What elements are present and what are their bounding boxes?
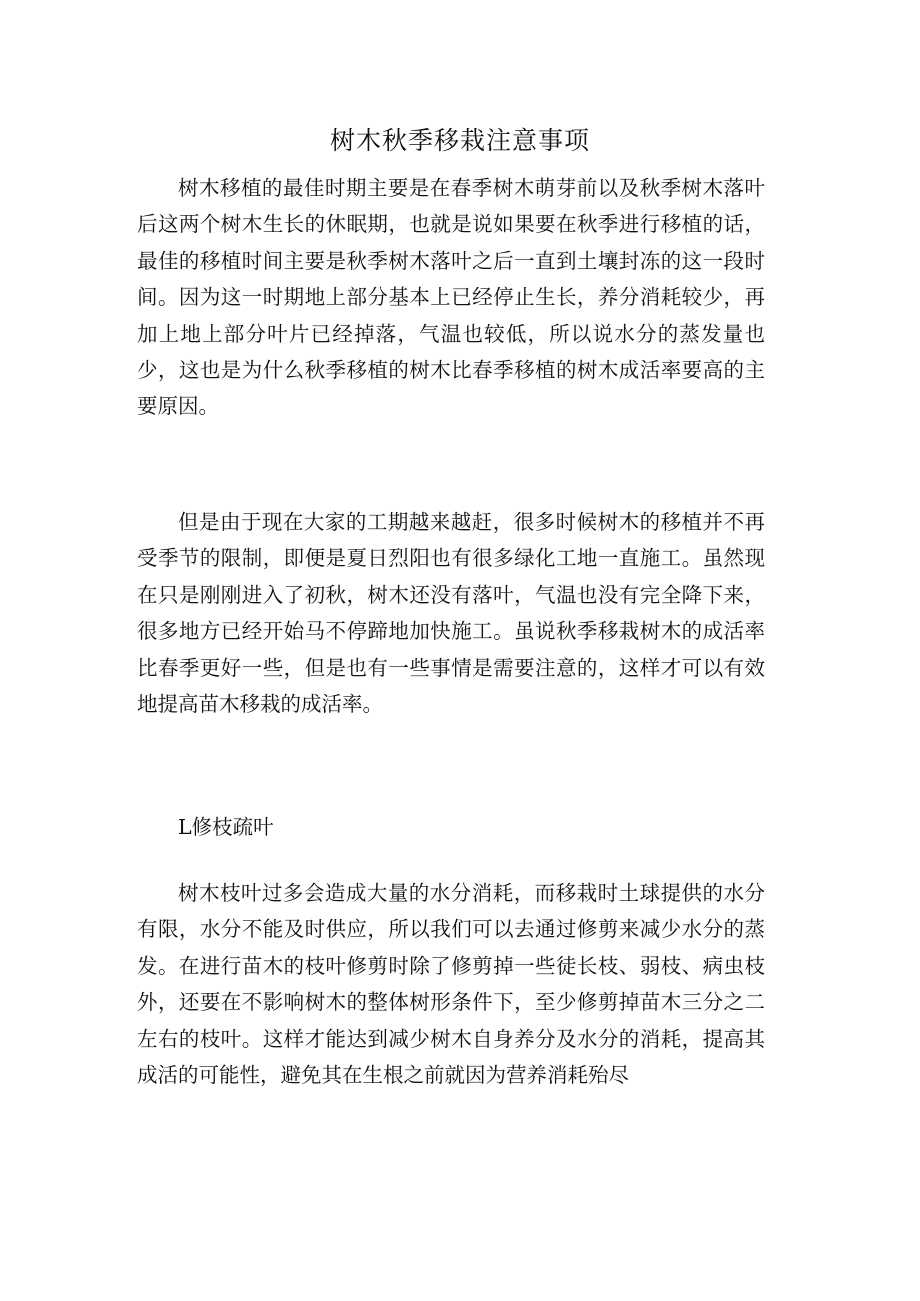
document-title: 树木秋季移栽注意事项 <box>329 126 590 155</box>
section-heading: L修枝疏叶 <box>178 815 274 839</box>
paragraph-intro: 树木移植的最佳时期主要是在春季树木萌芽前以及秋季树木落叶后这两个树木生长的休眠期，也就是说如果要在秋季进行移植的话，最佳的移植时间主要是秋季树木落叶之后一直到土壤封冻的这一段时间。因为这一时期地上部分基本上已经停止生长，养分消耗较少，再加上地上部分叶片已经掉落，气温也较低，所以说水分的蒸发量也少，这也是为什么秋季移植的树木比春季移植的树木成活率要高的主要原因。 <box>137 176 765 419</box>
paragraph-pruning: 树木枝叶过多会造成大量的水分消耗，而移栽时土球提供的水分有限，水分不能及时供应，所以我们可以去通过修剪来减少水分的蒸发。在进行苗木的枝叶修剪时除了修剪掉一些徒长枝、弱枝、病虫枝外，还要在不影响树木的整体树形条件下，至少修剪掉苗木三分之二左右的枝叶。这样才能达到减少树木自身养分及水分的消耗，提高其成活的可能性，避免其在生根之前就因为营养消耗殆尽 <box>137 881 765 1088</box>
paragraph-context: 但是由于现在大家的工期越来越赶，很多时候树木的移植并不再受季节的限制，即便是夏日烈阳也有很多绿化工地一直施工。虽然现在只是刚刚进入了初秋，树木还没有落叶，气温也没有完全降下来，很多地方已经开始马不停蹄地加快施工。虽说秋季移栽树木的成活率比春季更好一些，但是也有一些事情是需要注意的，这样才可以有效地提高苗木移栽的成活率。 <box>137 510 765 717</box>
